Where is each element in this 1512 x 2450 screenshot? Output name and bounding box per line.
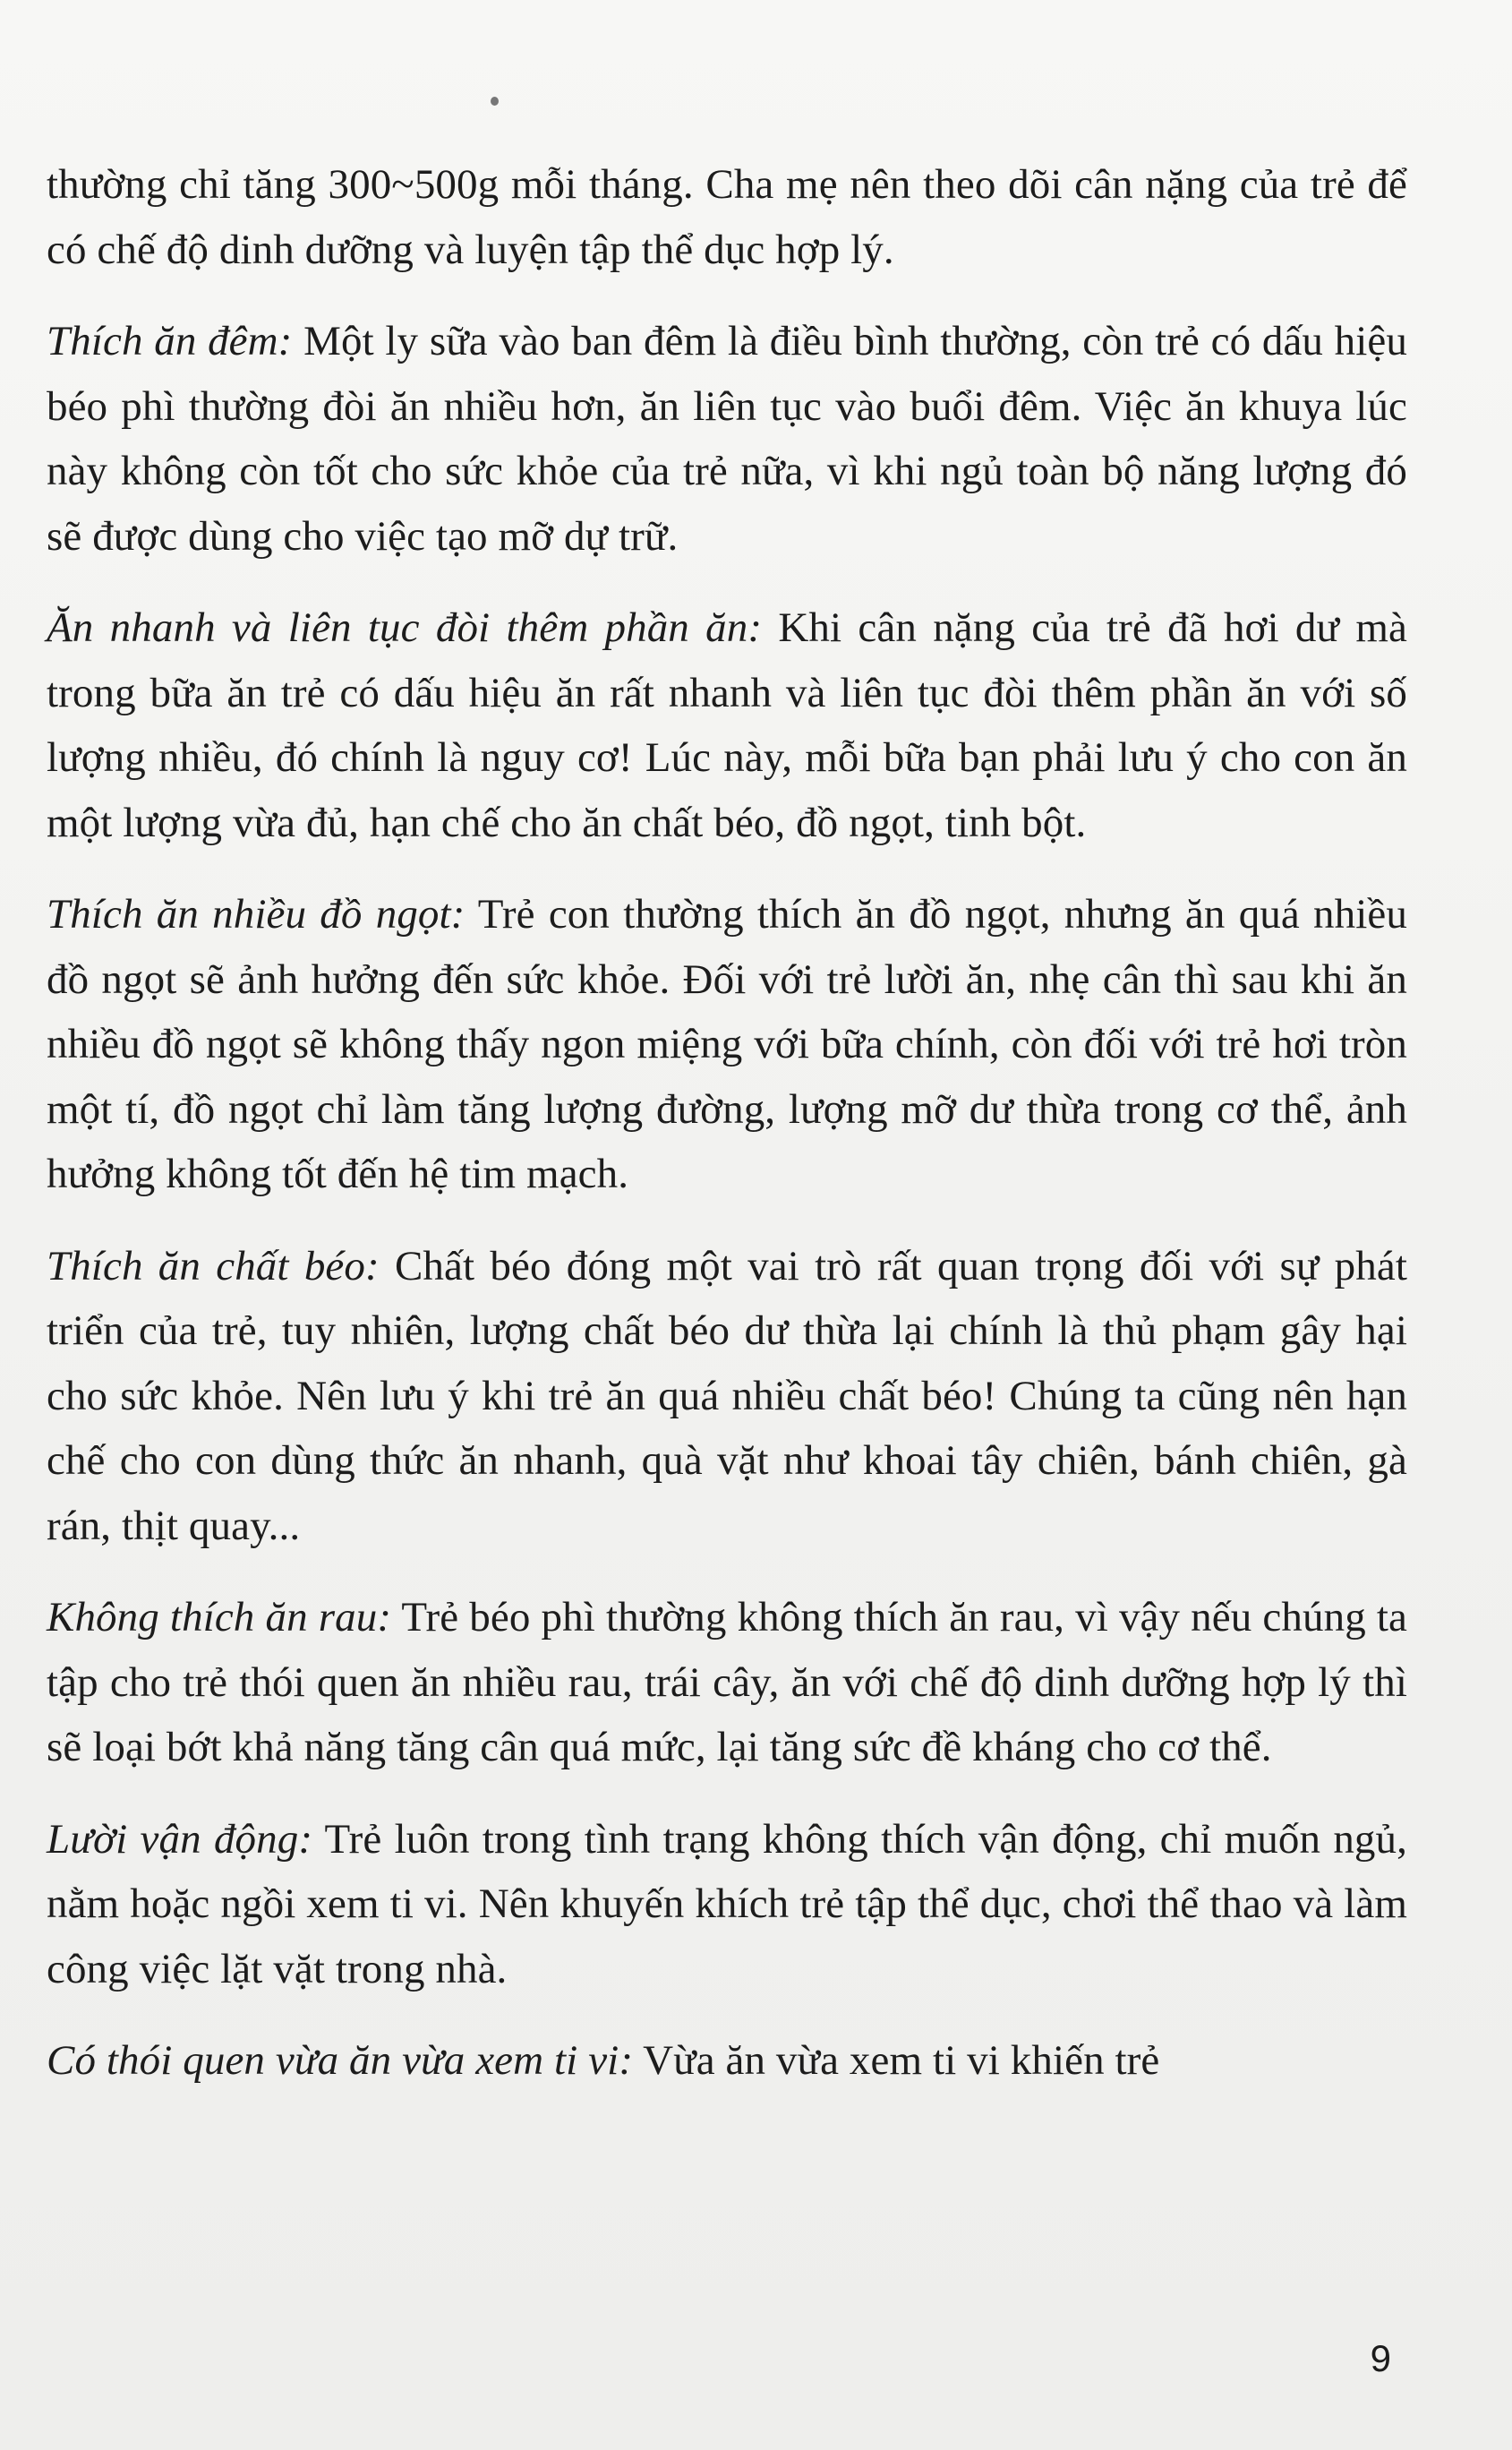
paragraph-text: Chất béo đóng một vai trò rất quan trọng đối với sự phát triển của trẻ, tuy nhiên, lượng chất béo dư thừa lại chính là thủ phạm gây hại cho sức khỏe. Nên lưu ý khi trẻ ăn quá nhiều chất béo! Chúng ta cũng nên hạn chế cho con dùng thức ăn nhanh, quà vặt như khoai tây chiên, bánh chiên, gà rán, thịt quay...: [47, 1242, 1407, 1549]
paragraph: [47, 1585, 1407, 1780]
paragraph: [47, 1234, 1407, 1559]
paragraph-lead: Thích ăn đêm:: [47, 318, 293, 364]
paragraph-lead: Ăn nhanh và liên tục đòi thêm phần ăn:: [47, 604, 763, 651]
paragraph-lead: Lười vận động:: [47, 1815, 313, 1863]
paragraph-text: Trẻ béo phì thường không thích ăn rau, vì vậy nếu chúng ta tập cho trẻ thói quen ăn nhiều rau, trái cây, ăn với chế độ dinh dưỡng hợp lý thì sẽ loại bớt khả năng tăng cân quá mức, lại tăng sức đề kháng cho cơ thể.: [47, 1594, 1407, 1770]
paragraph-lead: Có thói quen vừa ăn vừa xem ti vi:: [47, 2037, 634, 2084]
paragraph-text: Khi cân nặng của trẻ đã hơi dư mà trong bữa ăn trẻ có dấu hiệu ăn rất nhanh và liên tục đòi thêm phần ăn với số lượng nhiều, đó chính là nguy cơ! Lúc này, mỗi bữa bạn phải lưu ý cho con ăn một lượng vừa đủ, hạn chế cho ăn chất béo, đồ ngọt, tinh bột.: [47, 604, 1407, 846]
ink-speck: [491, 97, 499, 106]
paragraph: [47, 882, 1407, 1207]
page-number: 9: [1370, 2337, 1391, 2379]
paragraph-text: Trẻ con thường thích ăn đồ ngọt, nhưng ăn quá nhiều đồ ngọt sẽ ảnh hưởng đến sức khỏe. Đối với trẻ lười ăn, nhẹ cân thì sau khi ăn nhiều đồ ngọt sẽ không thấy ngon miệng với bữa chính, còn đối với trẻ hơi tròn một tí, đồ ngọt chỉ làm tăng lượng đường, lượng mỡ dư thừa trong cơ thể, ảnh hưởng không tốt đến hệ tim mạch.: [47, 891, 1407, 1197]
paragraph-text: thường chỉ tăng 300~500g mỗi tháng. Cha mẹ nên theo dõi cân nặng của trẻ để có chế độ dinh dưỡng và luyện tập thể dục hợp lý.: [47, 161, 1407, 273]
paragraph-text: Vừa ăn vừa xem ti vi khiến trẻ: [633, 2037, 1160, 2084]
paragraph-text: Một ly sữa vào ban đêm là điều bình thường, còn trẻ có dấu hiệu béo phì thường đòi ăn nhiều hơn, ăn liên tục vào buổi đêm. Việc ăn khuya lúc này không còn tốt cho sức khỏe của trẻ nữa, vì khi ngủ toàn bộ năng lượng đó sẽ được dùng cho việc tạo mỡ dự trữ.: [47, 318, 1407, 560]
paragraph: [47, 595, 1407, 855]
page-body-text: [47, 152, 1407, 2120]
paragraph: [47, 309, 1407, 569]
paragraph: [47, 2028, 1407, 2094]
paragraph: [47, 152, 1407, 282]
paragraph-lead: Thích ăn nhiều đồ ngọt:: [47, 891, 466, 938]
paragraph-text: Trẻ luôn trong tình trạng không thích vận động, chỉ muốn ngủ, nằm hoặc ngồi xem ti vi. Nên khuyến khích trẻ tập thể dục, chơi thể thao và làm công việc lặt vặt trong nhà.: [47, 1815, 1407, 1992]
paragraph-lead: Thích ăn chất béo:: [47, 1242, 380, 1289]
paragraph-lead: Không thích ăn rau:: [47, 1594, 392, 1640]
paragraph: [47, 1807, 1407, 2002]
